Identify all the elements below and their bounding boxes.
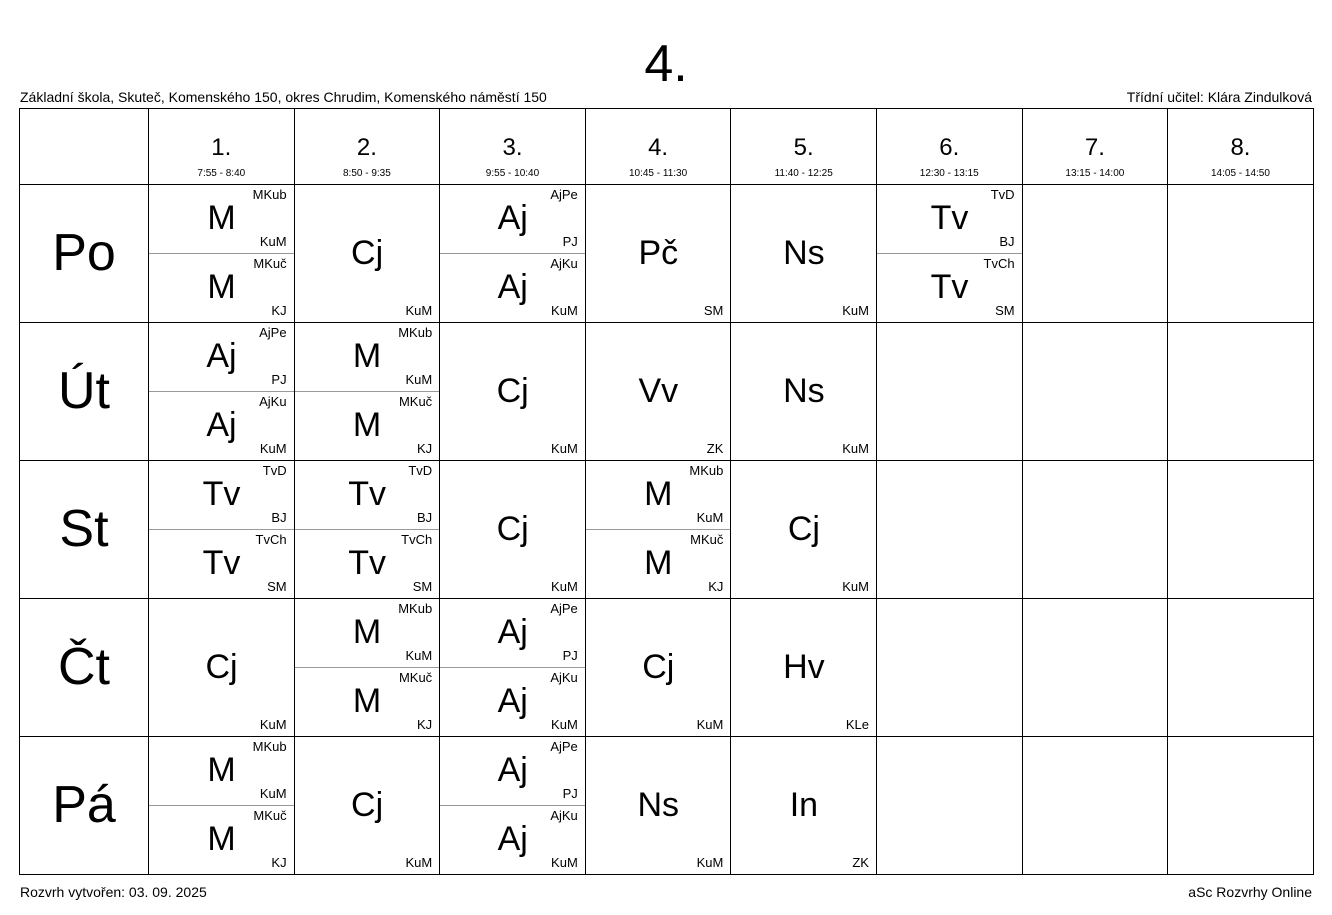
group-label: TvD xyxy=(990,187,1015,202)
group-lesson xyxy=(586,530,731,598)
lesson-cell xyxy=(1022,185,1168,323)
teacher-code: KJ xyxy=(271,303,287,318)
lesson-cell-content xyxy=(295,599,440,736)
group-label: MKub xyxy=(689,463,724,478)
footer-brand: aSc Rozvrhy Online xyxy=(1188,884,1312,900)
lesson-cell-content xyxy=(149,599,294,736)
teacher-code: KuM xyxy=(405,303,433,318)
day-row xyxy=(20,461,1314,599)
lesson-cell xyxy=(149,599,295,737)
subject: Tv xyxy=(202,544,241,582)
lesson-cell xyxy=(1022,461,1168,599)
lesson-cell xyxy=(1168,737,1314,875)
teacher-code: KJ xyxy=(271,855,287,870)
group-lesson xyxy=(440,806,585,874)
group-label: AjKu xyxy=(550,808,578,823)
lesson-cell-content xyxy=(877,599,1022,736)
lesson-cell-content xyxy=(440,185,585,322)
subject: Cj xyxy=(205,648,238,686)
teacher-code: BJ xyxy=(999,234,1015,249)
day-name: Po xyxy=(20,185,149,323)
group-lesson xyxy=(295,323,440,392)
period-header xyxy=(149,109,295,185)
group-lesson xyxy=(149,806,294,874)
lesson-cell-content xyxy=(1168,323,1313,460)
subject: Cj xyxy=(496,510,529,548)
school-name: Základní škola, Skuteč, Komenského 150, okres Chrudim, Komenského náměstí 150 xyxy=(20,89,547,105)
lesson-cell-content xyxy=(1023,599,1168,736)
subject: M xyxy=(352,682,382,720)
lesson-cell xyxy=(440,461,586,599)
period-number: 1. xyxy=(211,134,232,161)
period-header xyxy=(440,109,586,185)
day-row xyxy=(20,323,1314,461)
lesson-cell-content xyxy=(586,599,731,736)
lesson-cell-content xyxy=(586,737,731,874)
lesson-cell xyxy=(585,737,731,875)
lesson-cell xyxy=(876,599,1022,737)
group-lesson xyxy=(149,254,294,322)
teacher-code: KuM xyxy=(405,648,433,663)
teacher-code: PJ xyxy=(271,372,287,387)
lesson-cell xyxy=(440,323,586,461)
teacher-code: KuM xyxy=(259,717,287,732)
group-label: MKub xyxy=(398,325,433,340)
group-lesson xyxy=(877,185,1022,254)
subject: Tv xyxy=(202,475,241,513)
teacher-code: KJ xyxy=(417,441,433,456)
teacher-code: KuM xyxy=(551,579,578,594)
subject: Ns xyxy=(783,372,825,410)
teacher-code: KuM xyxy=(842,579,869,594)
day-name: Čt xyxy=(20,599,149,737)
lesson-cell xyxy=(440,737,586,875)
group-label: MKuč xyxy=(253,256,287,271)
lesson-cell xyxy=(294,599,440,737)
lesson-cell xyxy=(149,323,295,461)
lesson-cell-content xyxy=(877,185,1022,322)
subject: M xyxy=(207,820,236,858)
group-label: TvCh xyxy=(255,532,287,547)
teacher-code: PJ xyxy=(562,234,578,249)
group-label: AjKu xyxy=(550,256,578,271)
subject: M xyxy=(352,613,382,651)
teacher-code: KJ xyxy=(417,717,433,732)
lesson-cell xyxy=(1022,599,1168,737)
lesson-cell xyxy=(876,461,1022,599)
teacher-code: PJ xyxy=(562,786,578,801)
group-lesson xyxy=(586,461,731,530)
timetable-body xyxy=(20,109,1314,875)
lesson-cell-content xyxy=(1023,185,1168,322)
lesson xyxy=(586,737,731,874)
teacher-code: SM xyxy=(703,303,724,318)
lesson xyxy=(440,461,585,598)
group-label: TvD xyxy=(262,463,287,478)
subject: M xyxy=(352,406,382,444)
group-lesson xyxy=(295,461,440,530)
lesson xyxy=(295,185,440,322)
lesson-cell-content xyxy=(295,323,440,460)
lesson-cell xyxy=(1168,599,1314,737)
subject: Pč xyxy=(638,234,679,272)
lesson-cell xyxy=(149,737,295,875)
group-lesson xyxy=(440,254,585,322)
lesson-cell xyxy=(149,185,295,323)
subject: In xyxy=(789,786,819,824)
subject: M xyxy=(644,475,673,513)
group-lesson xyxy=(440,668,585,736)
lesson-cell-content xyxy=(586,323,731,460)
group-label: TvD xyxy=(408,463,433,478)
subject: Aj xyxy=(497,682,528,720)
lesson-cell-content xyxy=(149,461,294,598)
lesson-cell xyxy=(731,461,877,599)
lesson-cell xyxy=(294,323,440,461)
teacher-code: BJ xyxy=(417,510,433,525)
lesson-cell-content xyxy=(1168,599,1313,736)
period-header xyxy=(585,109,731,185)
teacher-code: KuM xyxy=(696,510,724,525)
lesson-cell-content xyxy=(1168,185,1313,322)
lesson-cell xyxy=(585,461,731,599)
subject: Aj xyxy=(497,199,528,237)
lesson-cell-content xyxy=(1023,323,1168,460)
subject: Ns xyxy=(783,234,825,272)
lesson xyxy=(731,599,876,736)
lesson-cell xyxy=(149,461,295,599)
subject: Vv xyxy=(638,372,679,410)
group-label: AjPe xyxy=(550,187,578,202)
lesson-cell-content xyxy=(440,599,585,736)
teacher-code: KuM xyxy=(842,303,869,318)
teacher-code: PJ xyxy=(562,648,578,663)
subject: Aj xyxy=(497,613,528,651)
lesson xyxy=(731,323,876,460)
group-label: AjKu xyxy=(259,394,287,409)
teacher-code: KuM xyxy=(259,441,287,456)
teacher-code: KuM xyxy=(551,441,578,456)
day-row xyxy=(20,185,1314,323)
lesson-cell-content xyxy=(731,461,876,598)
group-label: MKub xyxy=(252,187,287,202)
day-row xyxy=(20,599,1314,737)
teacher-code: KuM xyxy=(405,855,433,870)
teacher-code: ZK xyxy=(852,855,869,870)
lesson xyxy=(440,323,585,460)
teacher-code: KuM xyxy=(696,855,724,870)
teacher-code: KuM xyxy=(259,234,287,249)
teacher-code: KLe xyxy=(845,717,869,732)
lesson-cell-content xyxy=(440,323,585,460)
period-time: 11:40 - 12:25 xyxy=(774,168,833,179)
subject: M xyxy=(207,751,236,789)
lesson-cell-content xyxy=(1023,461,1168,598)
period-time: 12:30 - 13:15 xyxy=(919,168,979,179)
lesson-cell-content xyxy=(440,737,585,874)
group-label: MKuč xyxy=(398,670,433,685)
lesson-cell xyxy=(1168,461,1314,599)
group-label: TvCh xyxy=(401,532,433,547)
subject: Tv xyxy=(348,544,386,582)
lesson-cell-content xyxy=(1023,737,1168,874)
lesson-cell xyxy=(440,185,586,323)
teacher-code: KuM xyxy=(551,303,578,318)
group-label: AjKu xyxy=(550,670,578,685)
lesson xyxy=(149,599,294,736)
lesson-cell-content xyxy=(877,461,1022,598)
lesson-cell xyxy=(585,185,731,323)
subject: Tv xyxy=(930,268,969,306)
subject: Tv xyxy=(930,199,969,237)
period-time: 9:55 - 10:40 xyxy=(485,168,540,179)
class-title: 4. xyxy=(644,35,688,93)
group-label: MKuč xyxy=(690,532,724,547)
lesson xyxy=(295,737,440,874)
period-header xyxy=(876,109,1022,185)
day-row xyxy=(20,737,1314,875)
day-name: St xyxy=(20,461,149,599)
group-label: TvCh xyxy=(983,256,1015,271)
group-lesson xyxy=(149,392,294,460)
lesson-cell xyxy=(876,323,1022,461)
group-lesson xyxy=(295,599,440,668)
group-label: MKuč xyxy=(398,394,433,409)
period-time: 14:05 - 14:50 xyxy=(1210,168,1270,179)
group-label: AjPe xyxy=(550,601,578,616)
subject: Aj xyxy=(497,268,528,306)
group-lesson xyxy=(149,530,294,598)
lesson-cell xyxy=(876,185,1022,323)
subject: Tv xyxy=(348,475,386,513)
teacher-code: SM xyxy=(412,579,433,594)
day-name: Pá xyxy=(20,737,149,875)
period-time: 10:45 - 11:30 xyxy=(628,168,688,179)
teacher-code: KuM xyxy=(405,372,433,387)
lesson-cell-content xyxy=(731,323,876,460)
timetable xyxy=(19,108,1314,875)
lesson-cell-content xyxy=(149,737,294,874)
group-lesson xyxy=(440,185,585,254)
corner-cell xyxy=(20,109,149,185)
lesson xyxy=(731,737,876,874)
lesson xyxy=(586,599,731,736)
group-lesson xyxy=(440,737,585,806)
subject: M xyxy=(207,268,236,306)
group-label: AjPe xyxy=(259,325,287,340)
period-header xyxy=(1168,109,1314,185)
subject: Aj xyxy=(206,337,237,375)
teacher-code: SM xyxy=(995,303,1015,318)
teacher-code: KJ xyxy=(708,579,724,594)
subject: Cj xyxy=(351,234,384,272)
lesson-cell xyxy=(1168,185,1314,323)
period-header xyxy=(294,109,440,185)
period-time: 8:50 - 9:35 xyxy=(342,168,391,179)
lesson-cell-content xyxy=(731,599,876,736)
period-time: 13:15 - 14:00 xyxy=(1065,168,1125,179)
teacher-code: BJ xyxy=(271,510,287,525)
lesson-cell-content xyxy=(295,185,440,322)
period-number: 3. xyxy=(502,134,523,161)
lesson-cell xyxy=(1022,323,1168,461)
lesson-cell-content xyxy=(295,737,440,874)
lesson-cell xyxy=(731,737,877,875)
lesson-cell-content xyxy=(1168,737,1313,874)
subject: Aj xyxy=(206,406,237,444)
teacher-code: KuM xyxy=(551,717,578,732)
subject: Aj xyxy=(497,820,528,858)
group-label: MKub xyxy=(398,601,433,616)
lesson-cell-content xyxy=(440,461,585,598)
day-name: Út xyxy=(20,323,149,461)
group-lesson xyxy=(149,461,294,530)
lesson-cell-content xyxy=(877,323,1022,460)
group-lesson xyxy=(295,530,440,598)
period-number: 4. xyxy=(648,134,669,161)
teacher-code: KuM xyxy=(551,855,578,870)
group-lesson xyxy=(877,254,1022,322)
group-lesson xyxy=(149,323,294,392)
lesson-cell xyxy=(731,599,877,737)
lesson-cell xyxy=(585,599,731,737)
teacher-code: KuM xyxy=(842,441,869,456)
lesson xyxy=(586,185,731,322)
lesson-cell-content xyxy=(149,185,294,322)
class-teacher: Třídní učitel: Klára Zindulková xyxy=(1126,89,1312,105)
lesson-cell-content xyxy=(877,737,1022,874)
subject: Cj xyxy=(496,372,529,410)
group-lesson xyxy=(295,392,440,460)
subject: M xyxy=(644,544,673,582)
created-date: Rozvrh vytvořen: 03. 09. 2025 xyxy=(20,884,207,900)
lesson xyxy=(586,323,731,460)
lesson-cell-content xyxy=(586,461,731,598)
subject: M xyxy=(207,199,236,237)
lesson-cell-content xyxy=(149,323,294,460)
lesson-cell xyxy=(294,185,440,323)
lesson-cell-content xyxy=(731,185,876,322)
subject: Cj xyxy=(642,648,675,686)
lesson-cell xyxy=(440,599,586,737)
lesson-cell-content xyxy=(295,461,440,598)
group-lesson xyxy=(149,185,294,254)
lesson-cell-content xyxy=(1168,461,1313,598)
subject: M xyxy=(352,337,382,375)
teacher-code: KuM xyxy=(259,786,287,801)
subject: Cj xyxy=(351,786,384,824)
period-time: 7:55 - 8:40 xyxy=(197,168,246,179)
lesson-cell xyxy=(876,737,1022,875)
group-label: MKuč xyxy=(253,808,287,823)
period-header xyxy=(1022,109,1168,185)
group-lesson xyxy=(149,737,294,806)
period-number: 2. xyxy=(356,134,377,161)
period-header-row xyxy=(20,109,1314,185)
period-number: 6. xyxy=(939,134,960,161)
period-number: 5. xyxy=(793,134,814,161)
period-header xyxy=(731,109,877,185)
lesson-cell xyxy=(585,323,731,461)
period-number: 8. xyxy=(1230,134,1251,161)
teacher-code: KuM xyxy=(696,717,724,732)
lesson-cell xyxy=(1168,323,1314,461)
lesson-cell-content xyxy=(586,185,731,322)
subject: Aj xyxy=(497,751,528,789)
lesson-cell-content xyxy=(731,737,876,874)
group-lesson xyxy=(295,668,440,736)
lesson-cell xyxy=(294,737,440,875)
lesson-cell xyxy=(294,461,440,599)
group-label: AjPe xyxy=(550,739,578,754)
teacher-code: SM xyxy=(267,579,287,594)
teacher-code: ZK xyxy=(706,441,724,456)
lesson xyxy=(731,185,876,322)
group-lesson xyxy=(440,599,585,668)
lesson-cell xyxy=(1022,737,1168,875)
subject: Ns xyxy=(637,786,680,824)
period-number: 7. xyxy=(1084,134,1105,161)
lesson-cell xyxy=(731,323,877,461)
subject: Cj xyxy=(787,510,820,548)
lesson-cell xyxy=(731,185,877,323)
subject: Hv xyxy=(783,648,825,686)
lesson xyxy=(731,461,876,598)
group-label: MKub xyxy=(252,739,287,754)
